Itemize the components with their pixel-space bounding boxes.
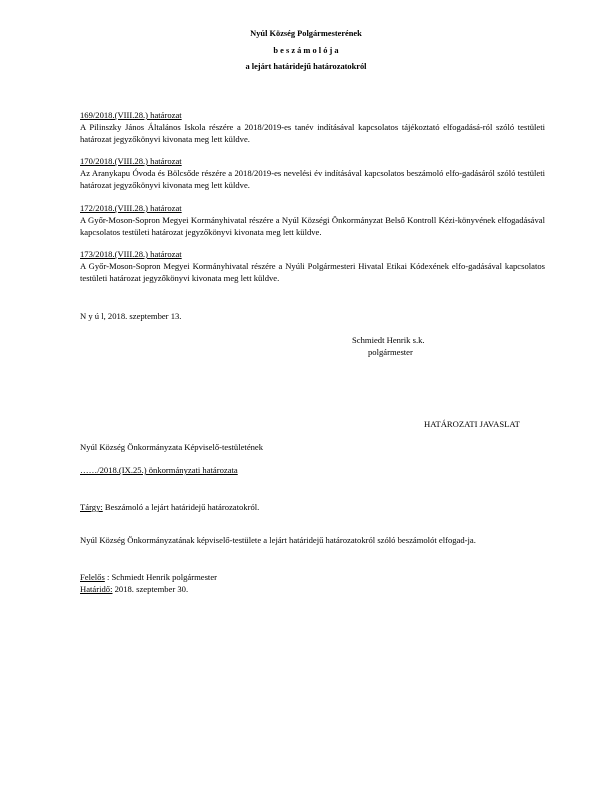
deadline-text: 2018. szeptember 30. <box>112 584 189 594</box>
proposal-resolution-number: ……/2018.(IX.25.) önkormányzati határozata <box>80 465 238 475</box>
resolution-number: 172/2018.(VIII.28.) határozat <box>80 203 182 213</box>
proposal-addressee: Nyúl Község Önkormányzata Képviselő-testületének <box>80 442 264 452</box>
report-heading-subject: a lejárt határidejű határozatokról <box>245 62 367 71</box>
report-heading-title: b e s z á m o l ó j a <box>273 46 339 55</box>
resolution-text: Az Aranykapu Óvoda és Bölcsőde részére a 2018/2019-es nevelési év indításával kapcsolatos beszámoló elfo-gadásáról szóló testületi határozat jegyzőkönyvi kivonata meg lett küldve. <box>80 168 545 190</box>
resolution-number: 173/2018.(VIII.28.) határozat <box>80 249 182 259</box>
responsible-label: Felelős <box>80 572 105 582</box>
resolution-item <box>80 248 545 284</box>
resolution-text: A Győr-Moson-Sopron Megyei Kormányhivatal részére a Nyúl Községi Önkormányzat Belső Kontroll Kézi-könyvének elfogadásával kapcsolatos testületi határozat jegyzőkönyvi kivonata meg lett küldve. <box>80 215 545 237</box>
resolution-text: A Pilinszky János Általános Iskola részére a 2018/2019-es tanév indításával kapcsolatos tájékoztató elfogadásá-ról szóló testületi határozat jegyzőkönyvi kivonata meg lett küldve. <box>80 122 545 144</box>
signature-name: Schmiedt Henrik s.k. <box>352 335 425 345</box>
resolution-number: 170/2018.(VIII.28.) határozat <box>80 156 182 166</box>
proposal-responsible <box>80 571 217 583</box>
proposal-body: Nyúl Község Önkormányzatának képviselő-testülete a lejárt határidejű határozatokról szóló beszámolót elfogad-ja. <box>80 535 476 545</box>
subject-text: Beszámoló a lejárt határidejű határozatokról. <box>102 502 260 512</box>
proposal-heading: HATÁROZATI JAVASLAT <box>424 419 520 429</box>
resolution-number: 169/2018.(VIII.28.) határozat <box>80 110 182 120</box>
resolution-item <box>80 155 545 191</box>
resolution-item <box>80 109 545 145</box>
signature-title: polgármester <box>368 347 413 357</box>
subject-label: Tárgy: <box>80 502 103 512</box>
deadline-label: Határidő: <box>80 584 113 594</box>
report-heading-author: Nyúl Község Polgármesterének <box>250 29 362 38</box>
resolution-text: A Győr-Moson-Sopron Megyei Kormányhivatal részére a Nyúli Polgármesteri Hivatal Etikai Kódexének elfo-gadásával kapcsolatos testületi határozat jegyzőkönyvi kivonata meg lett küldve. <box>80 261 545 283</box>
responsible-text: : Schmiedt Henrik polgármester <box>104 572 217 582</box>
place-date: N y ú l, 2018. szeptember 13. <box>80 311 182 321</box>
proposal-subject <box>80 501 259 513</box>
resolution-item <box>80 202 545 238</box>
proposal-deadline <box>80 583 188 595</box>
